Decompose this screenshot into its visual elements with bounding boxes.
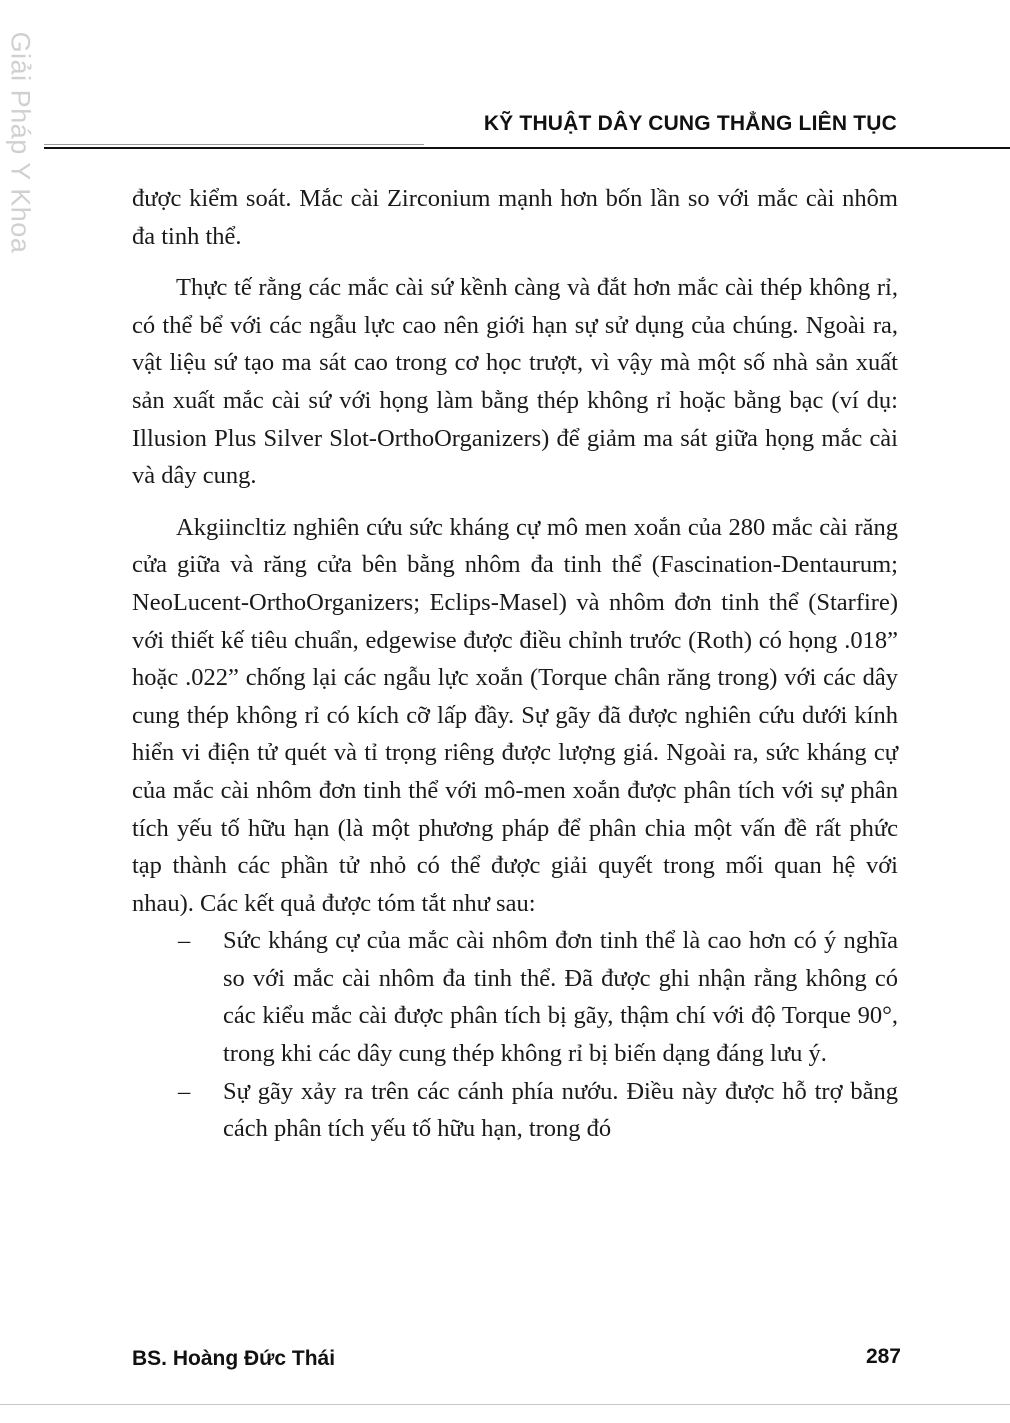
dash-marker: – [178, 927, 191, 955]
page-body [132, 180, 898, 1148]
header-thin-rule [44, 144, 424, 145]
footer-author: BS. Hoàng Đức Thái [132, 1347, 336, 1370]
list-item-text: Sức kháng cự của mắc cài nhôm đơn tinh thể là cao hơn có ý nghĩa so với mắc cài nhôm đa tinh thể. Đã được ghi nhận rằng không có các kiểu mắc cài được phân tích bị gãy, thậm chí với độ Torque 90°, trong khi các dây cung thép không rỉ bị biến dạng đáng lưu ý. [223, 927, 898, 1068]
paragraph-continued: được kiểm soát. Mắc cài Zirconium mạnh hơn bốn lần so với mắc cài nhôm đa tinh thể. [132, 185, 898, 250]
results-list [132, 922, 898, 1148]
list-item [132, 922, 898, 1072]
list-item-text: Sự gãy xảy ra trên các cánh phía nướu. Điều này được hỗ trợ bằng cách phân tích yếu tố hữu hạn, trong đó [223, 1077, 898, 1143]
paragraph: Thực tế rằng các mắc cài sứ kềnh càng và đắt hơn mắc cài thép không rỉ, có thể bể với các ngẫu lực cao nên giới hạn sự sử dụng của chúng. Ngoài ra, vật liệu sứ tạo ma sát cao trong cơ học trượt, vì vậy mà một số nhà sản xuất sản xuất mắc cài sứ với họng làm bằng thép không rỉ hoặc bằng bạc (ví dụ: Illusion Plus Silver Slot-OrthoOrganizers) để giảm ma sát giữa họng mắc cài và dây cung. [132, 274, 898, 490]
paragraph: Akgiincltiz nghiên cứu sức kháng cự mô men xoắn của 280 mắc cài răng cửa giữa và răng cửa bên bằng nhôm đa tinh thể (Fascination-Dentaurum; NeoLucent-OrthoOrganizers; Eclips-Masel) và nhôm đơn tinh thể (Starfire) với thiết kế tiêu chuẩn, edgewise được điều chỉnh trước (Roth) có họng .018” hoặc .022” chống lại các ngẫu lực xoắn (Torque chân răng trong) với các dây cung thép không rỉ có kích cỡ lấp đầy. Sự gãy đã được nghiên cứu dưới kính hiển vi điện tử quét và tỉ trọng riêng được lượng giá. Ngoài ra, sức kháng cự của mắc cài nhôm đơn tinh thể với mô-men xoắn được phân tích với sự phân tích yếu tố hữu hạn (là một phương pháp để phân chia một vấn đề rất phức tạp thành các phần tử nhỏ có thể được giải quyết trong mối quan hệ với nhau). Các kết quả được tóm tắt như sau: [132, 513, 898, 917]
watermark [2, 22, 38, 262]
page-number: 287 [865, 1345, 901, 1368]
list-item [132, 1073, 898, 1148]
header-rule [44, 147, 1010, 149]
watermark-text: Giải Pháp Y Khoa [5, 31, 36, 253]
dash-marker: – [178, 1077, 191, 1105]
running-header-title: KỸ THUẬT DÂY CUNG THẲNG LIÊN TỤC [483, 112, 897, 135]
footer-rule [0, 1404, 1010, 1405]
